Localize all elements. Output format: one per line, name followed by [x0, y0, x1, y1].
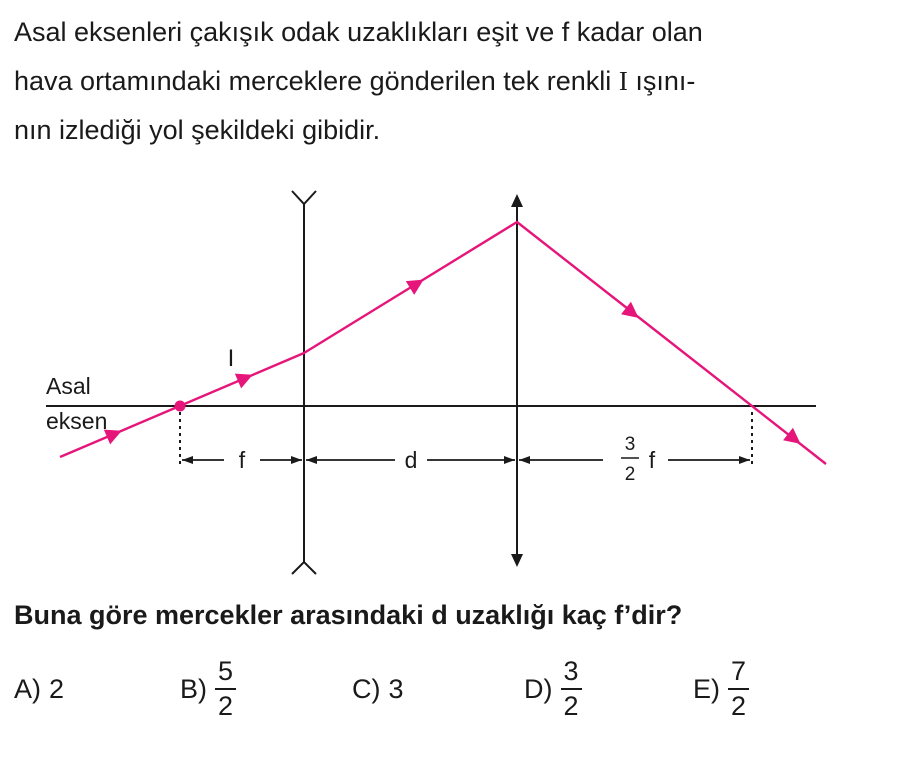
axis-label-line-2: eksen — [46, 408, 108, 434]
dimension-frac-unit: f — [648, 447, 656, 473]
choice-e-numerator: 7 — [731, 656, 747, 686]
choice-b-numerator: 5 — [218, 656, 234, 686]
choice-b-label: B) — [180, 673, 207, 704]
choice-d[interactable] — [524, 656, 582, 722]
intro-line-3: nın izlediği yol şekildeki gibidir. — [14, 115, 381, 145]
axis-label-line-1: Asal — [46, 373, 91, 399]
choice-e[interactable] — [693, 656, 749, 722]
choice-c[interactable] — [352, 656, 404, 722]
choice-a-value: 2 — [49, 673, 65, 704]
converging-lens — [511, 194, 523, 567]
ray-label: I — [227, 345, 235, 372]
ray-arrow-2 — [235, 367, 256, 388]
intro-line-1: Asal eksenleri çakışık odak uzaklıkları eşit ve f kadar olan — [14, 17, 703, 47]
dimension-frac-num: 3 — [624, 434, 636, 455]
dimension-frac-den: 2 — [624, 464, 636, 485]
choice-a-label: A) — [14, 673, 41, 704]
choice-e-denominator: 2 — [728, 688, 749, 720]
choice-b[interactable] — [180, 656, 236, 722]
ray-arrow-3 — [406, 273, 428, 295]
choice-c-label: C) — [352, 673, 381, 704]
intro-line-2-b: ışını- — [627, 66, 696, 96]
choice-b-fraction — [215, 658, 236, 720]
choice-d-label: D) — [524, 673, 553, 704]
choice-d-fraction — [561, 658, 582, 720]
dimension-lines — [182, 456, 750, 464]
focus-point-dot — [175, 401, 186, 412]
ray-arrows — [104, 273, 806, 450]
choice-d-numerator: 3 — [563, 656, 579, 686]
light-ray — [60, 222, 826, 464]
intro-line-2-a: hava ortamındaki merceklere gönderilen tek renkli — [14, 66, 619, 96]
choice-d-denominator: 2 — [561, 688, 582, 720]
dimension-f-label: f — [238, 447, 246, 473]
intro-ray-symbol: I — [618, 66, 628, 96]
dimension-three-halves-f — [621, 434, 656, 485]
choice-e-label: E) — [693, 673, 720, 704]
dimension-d-label: d — [404, 447, 418, 473]
choice-c-value: 3 — [388, 673, 404, 704]
diverging-lens — [292, 191, 316, 574]
choice-a[interactable] — [14, 656, 64, 722]
choice-e-fraction — [728, 658, 749, 720]
question-text: Buna göre mercekler arasındaki d uzaklığı kaç f’dir? — [14, 600, 683, 630]
choice-b-denominator: 2 — [215, 688, 236, 720]
